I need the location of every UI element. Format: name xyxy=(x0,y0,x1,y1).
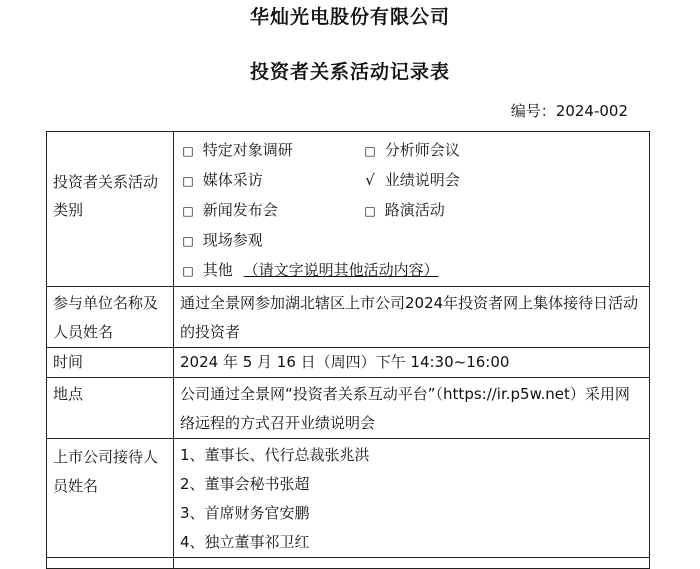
option-label: 其他 xyxy=(202,261,233,279)
truncated-label-cell xyxy=(47,558,174,569)
row-activity-type xyxy=(47,132,650,287)
reception-person: 4、独立董事祁卫红 xyxy=(180,533,310,551)
reception-person: 2、董事会秘书张超 xyxy=(180,475,310,493)
option-media-interview[interactable] xyxy=(180,166,362,196)
record-table xyxy=(46,131,650,569)
other-description: （请文字说明其他活动内容） xyxy=(243,261,439,279)
location-label: 地点 xyxy=(47,378,174,439)
checkbox-icon: □ xyxy=(182,234,194,248)
checkbox-icon: □ xyxy=(364,204,376,218)
option-label: 路演活动 xyxy=(384,201,445,219)
reception-person: 1、董事长、代行总裁张兆洪 xyxy=(180,446,370,464)
option-other[interactable] xyxy=(180,256,643,286)
time-value: 2024 年 5 月 16 日（周四）下午 14:30~16:00 xyxy=(174,348,650,378)
activity-type-options xyxy=(174,132,650,287)
document-title: 投资者关系活动记录表 xyxy=(249,61,450,83)
option-specific-research[interactable] xyxy=(180,136,362,166)
attendees-label: 参与单位名称及人员姓名 xyxy=(47,287,174,348)
option-label: 媒体采访 xyxy=(202,171,263,189)
option-label: 分析师会议 xyxy=(384,141,460,159)
option-roadshow[interactable] xyxy=(362,196,643,226)
option-label: 现场参观 xyxy=(202,231,263,249)
activity-type-label: 投资者关系活动类别 xyxy=(47,132,174,287)
document-number: 编号：2024-002 xyxy=(510,102,628,120)
row-reception xyxy=(47,439,650,558)
option-press-conference[interactable] xyxy=(180,196,362,226)
option-site-visit[interactable] xyxy=(180,226,362,256)
truncated-value-cell xyxy=(174,558,650,569)
company-name: 华灿光电股份有限公司 xyxy=(249,6,450,28)
checkbox-icon: □ xyxy=(364,144,376,158)
option-label: 特定对象调研 xyxy=(202,141,293,159)
option-label: 新闻发布会 xyxy=(202,201,278,219)
location-value: 公司通过全景网“投资者关系互动平台”（https://ir.p5w.net）采用网络远程的方式召开业绩说明会 xyxy=(174,378,650,439)
row-location xyxy=(47,378,650,439)
checkbox-icon: □ xyxy=(182,174,194,188)
attendees-value: 通过全景网参加湖北辖区上市公司2024年投资者网上集体接待日活动的投资者 xyxy=(174,287,650,348)
option-label: 业绩说明会 xyxy=(384,171,460,189)
time-label: 时间 xyxy=(47,348,174,378)
row-attendees xyxy=(47,287,650,348)
checkbox-icon: □ xyxy=(182,264,194,278)
row-truncated xyxy=(47,558,650,569)
checkbox-icon: □ xyxy=(182,204,194,218)
checkmark-icon: √ xyxy=(365,171,375,189)
reception-list xyxy=(174,439,650,558)
option-earnings-briefing[interactable] xyxy=(362,166,643,196)
option-analyst-meeting[interactable] xyxy=(362,136,643,166)
reception-person: 3、首席财务官安鹏 xyxy=(180,504,310,522)
row-time xyxy=(47,348,650,378)
reception-label: 上市公司接待人员姓名 xyxy=(47,439,174,558)
checkbox-icon: □ xyxy=(182,144,194,158)
